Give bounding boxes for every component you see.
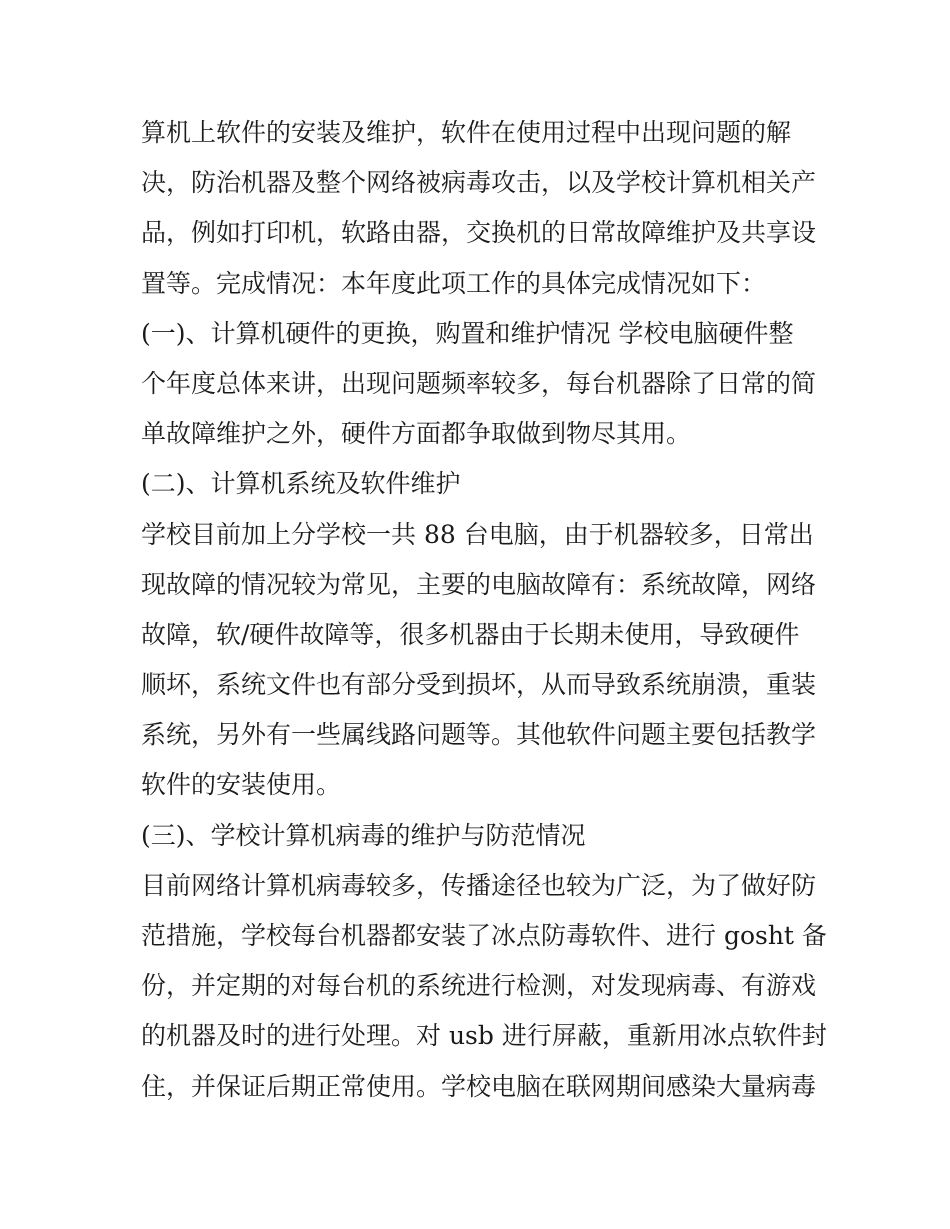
text-line: 置等。完成情况：本年度此项工作的具体完成情况如下： <box>141 268 767 298</box>
body-text <box>141 108 827 1112</box>
text-line: 住，并保证后期正常使用。学校电脑在联网期间感染大量病毒 <box>141 1071 817 1101</box>
section-heading-3: (三)、学校计算机病毒的维护与防范情况 <box>141 820 586 850</box>
text-line: 目前网络计算机病毒较多，传播途径也较为广泛，为了做好防 <box>141 870 817 900</box>
text-line: 顺坏，系统文件也有部分受到损坏，从而导致系统崩溃，重装 <box>141 670 817 700</box>
text-line: 个年度总体来讲，出现问题频率较多，每台机器除了日常的简 <box>141 368 817 398</box>
section-heading-2: (二)、计算机系统及软件维护 <box>141 469 461 499</box>
text-line: 故障，软/硬件故障等，很多机器由于长期未使用，导致硬件 <box>141 619 800 649</box>
text-line: 份，并定期的对每台机的系统进行检测，对发现病毒、有游戏 <box>141 971 817 1001</box>
text-line: 决，防治机器及整个网络被病毒攻击，以及学校计算机相关产 <box>141 168 817 198</box>
text-line: 单故障维护之外，硬件方面都争取做到物尽其用。 <box>141 419 692 449</box>
text-line: 学校目前加上分学校一共 88 台电脑，由于机器较多，日常出 <box>141 519 814 549</box>
text-line: 品，例如打印机，软路由器，交换机的日常故障维护及共享设 <box>141 218 817 248</box>
text-line: 系统，另外有一些属线路问题等。其他软件问题主要包括教学 <box>141 720 817 750</box>
section-heading-1: (一)、计算机硬件的更换，购置和维护情况 学校电脑硬件整 <box>141 318 794 348</box>
text-line: 范措施，学校每台机器都安装了冰点防毒软件、进行 gosht 备 <box>141 921 827 950</box>
text-line: 软件的安装使用。 <box>141 770 342 800</box>
text-line: 算机上软件的安装及维护，软件在使用过程中出现问题的解 <box>141 118 792 147</box>
text-line: 现故障的情况较为常见，主要的电脑故障有：系统故障，网络 <box>141 569 817 599</box>
text-line: 的机器及时的进行处理。对 usb 进行屏蔽，重新用冰点软件封 <box>141 1021 827 1051</box>
